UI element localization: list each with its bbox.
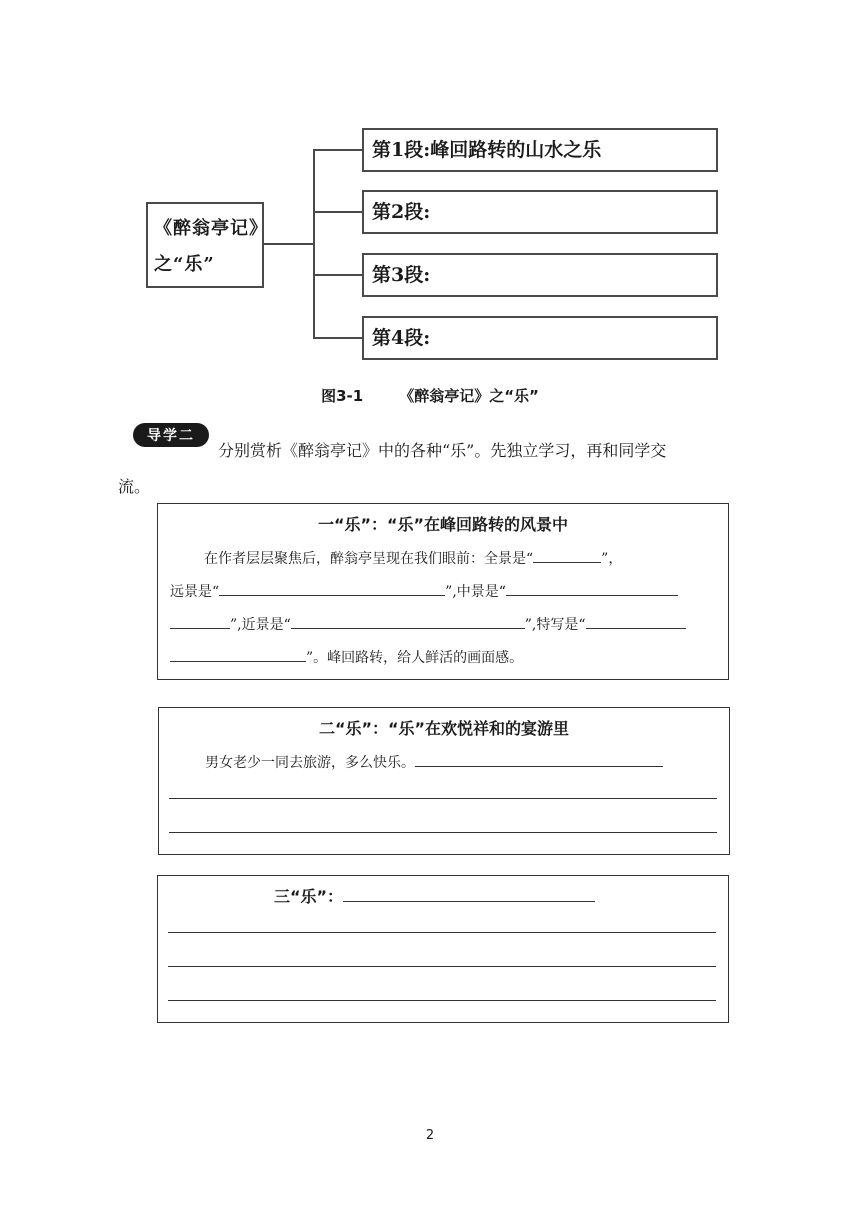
box1-line4-text-a: ”。峰回路转，给人鲜活的画面感。: [306, 650, 524, 666]
blank-middle-view-start[interactable]: [506, 581, 678, 596]
task-box-2-title: 二“乐”：“乐”在欢悦祥和的宴游里: [318, 719, 570, 738]
box1-line1-text-b: ”，: [601, 551, 623, 567]
answer-line-box3-3[interactable]: [168, 1000, 716, 1001]
segment-box-4: 第4段:: [362, 316, 718, 360]
page-number: 2: [425, 1128, 435, 1143]
guide-badge: [133, 423, 209, 447]
figure-caption: [0, 385, 860, 406]
diagram-root-box: [146, 202, 268, 288]
blank-close-view[interactable]: [291, 614, 525, 629]
box1-line3: [170, 614, 686, 634]
connector-seg4: [313, 337, 363, 339]
guide-badge-label: 导学二: [147, 428, 195, 444]
answer-line-box3-2[interactable]: [168, 966, 716, 967]
blank-middle-view-end[interactable]: [170, 614, 230, 629]
box1-line2-text-a: 远景是“: [170, 584, 220, 600]
answer-line-box2-3[interactable]: [169, 832, 717, 833]
answer-line-box3-1[interactable]: [168, 932, 716, 933]
guide-intro-line1: 分别赏析《醉翁亭记》中的各种“乐”。先独立学习，再和同学交: [218, 441, 667, 460]
task-box-3: [157, 875, 729, 1023]
blank-closeup-end[interactable]: [170, 647, 306, 662]
segment-box-3: 第3段:: [362, 253, 718, 297]
connector-seg3: [313, 274, 363, 276]
task-box-1-title: 一“乐”：“乐”在峰回路转的风景中: [317, 515, 569, 534]
structure-diagram: [138, 118, 728, 370]
box1-line3-text-b: ”,特写是“: [524, 617, 586, 633]
task-box-2: [158, 707, 730, 855]
blank-overall-view[interactable]: [533, 548, 601, 563]
connector-seg1: [313, 149, 363, 151]
blank-banquet-answer-1[interactable]: [415, 752, 663, 767]
task-box-3-title: 三“乐”：: [274, 887, 344, 906]
connector-seg2: [313, 211, 363, 213]
box1-line2: [170, 581, 678, 601]
box1-line1: [204, 548, 622, 568]
box2-line1: [205, 752, 663, 772]
root-title-line1: 《醉翁亭记》: [154, 218, 268, 239]
box1-line2-text-b: ”,中景是“: [445, 584, 506, 600]
segment-box-2: 第2段:: [362, 190, 718, 234]
segment-box-1: 第1段:峰回路转的山水之乐: [362, 128, 718, 172]
box1-line4: [170, 647, 523, 667]
root-title-line2: 之“乐”: [154, 254, 215, 275]
box2-line1-text: 男女老少一同去旅游，多么快乐。: [205, 755, 415, 771]
connector-root: [264, 243, 314, 245]
box1-line3-text-a: ”,近景是“: [230, 617, 291, 633]
figure-label: 图3-1: [321, 387, 364, 405]
blank-closeup-start[interactable]: [586, 614, 686, 629]
blank-distant-view[interactable]: [219, 581, 445, 596]
answer-line-box2-2[interactable]: [169, 798, 717, 799]
connector-vertical: [313, 149, 315, 339]
task-box-1: [157, 503, 729, 680]
box1-line1-text-a: 在作者层层聚焦后，醉翁亭呈现在我们眼前：全景是“: [204, 551, 534, 567]
figure-title: 《醉翁亭记》之“乐”: [399, 387, 539, 405]
blank-third-joy-title[interactable]: [343, 885, 595, 902]
task-box-3-title-row: [274, 884, 595, 907]
guide-intro-line2: 流。: [118, 477, 151, 496]
